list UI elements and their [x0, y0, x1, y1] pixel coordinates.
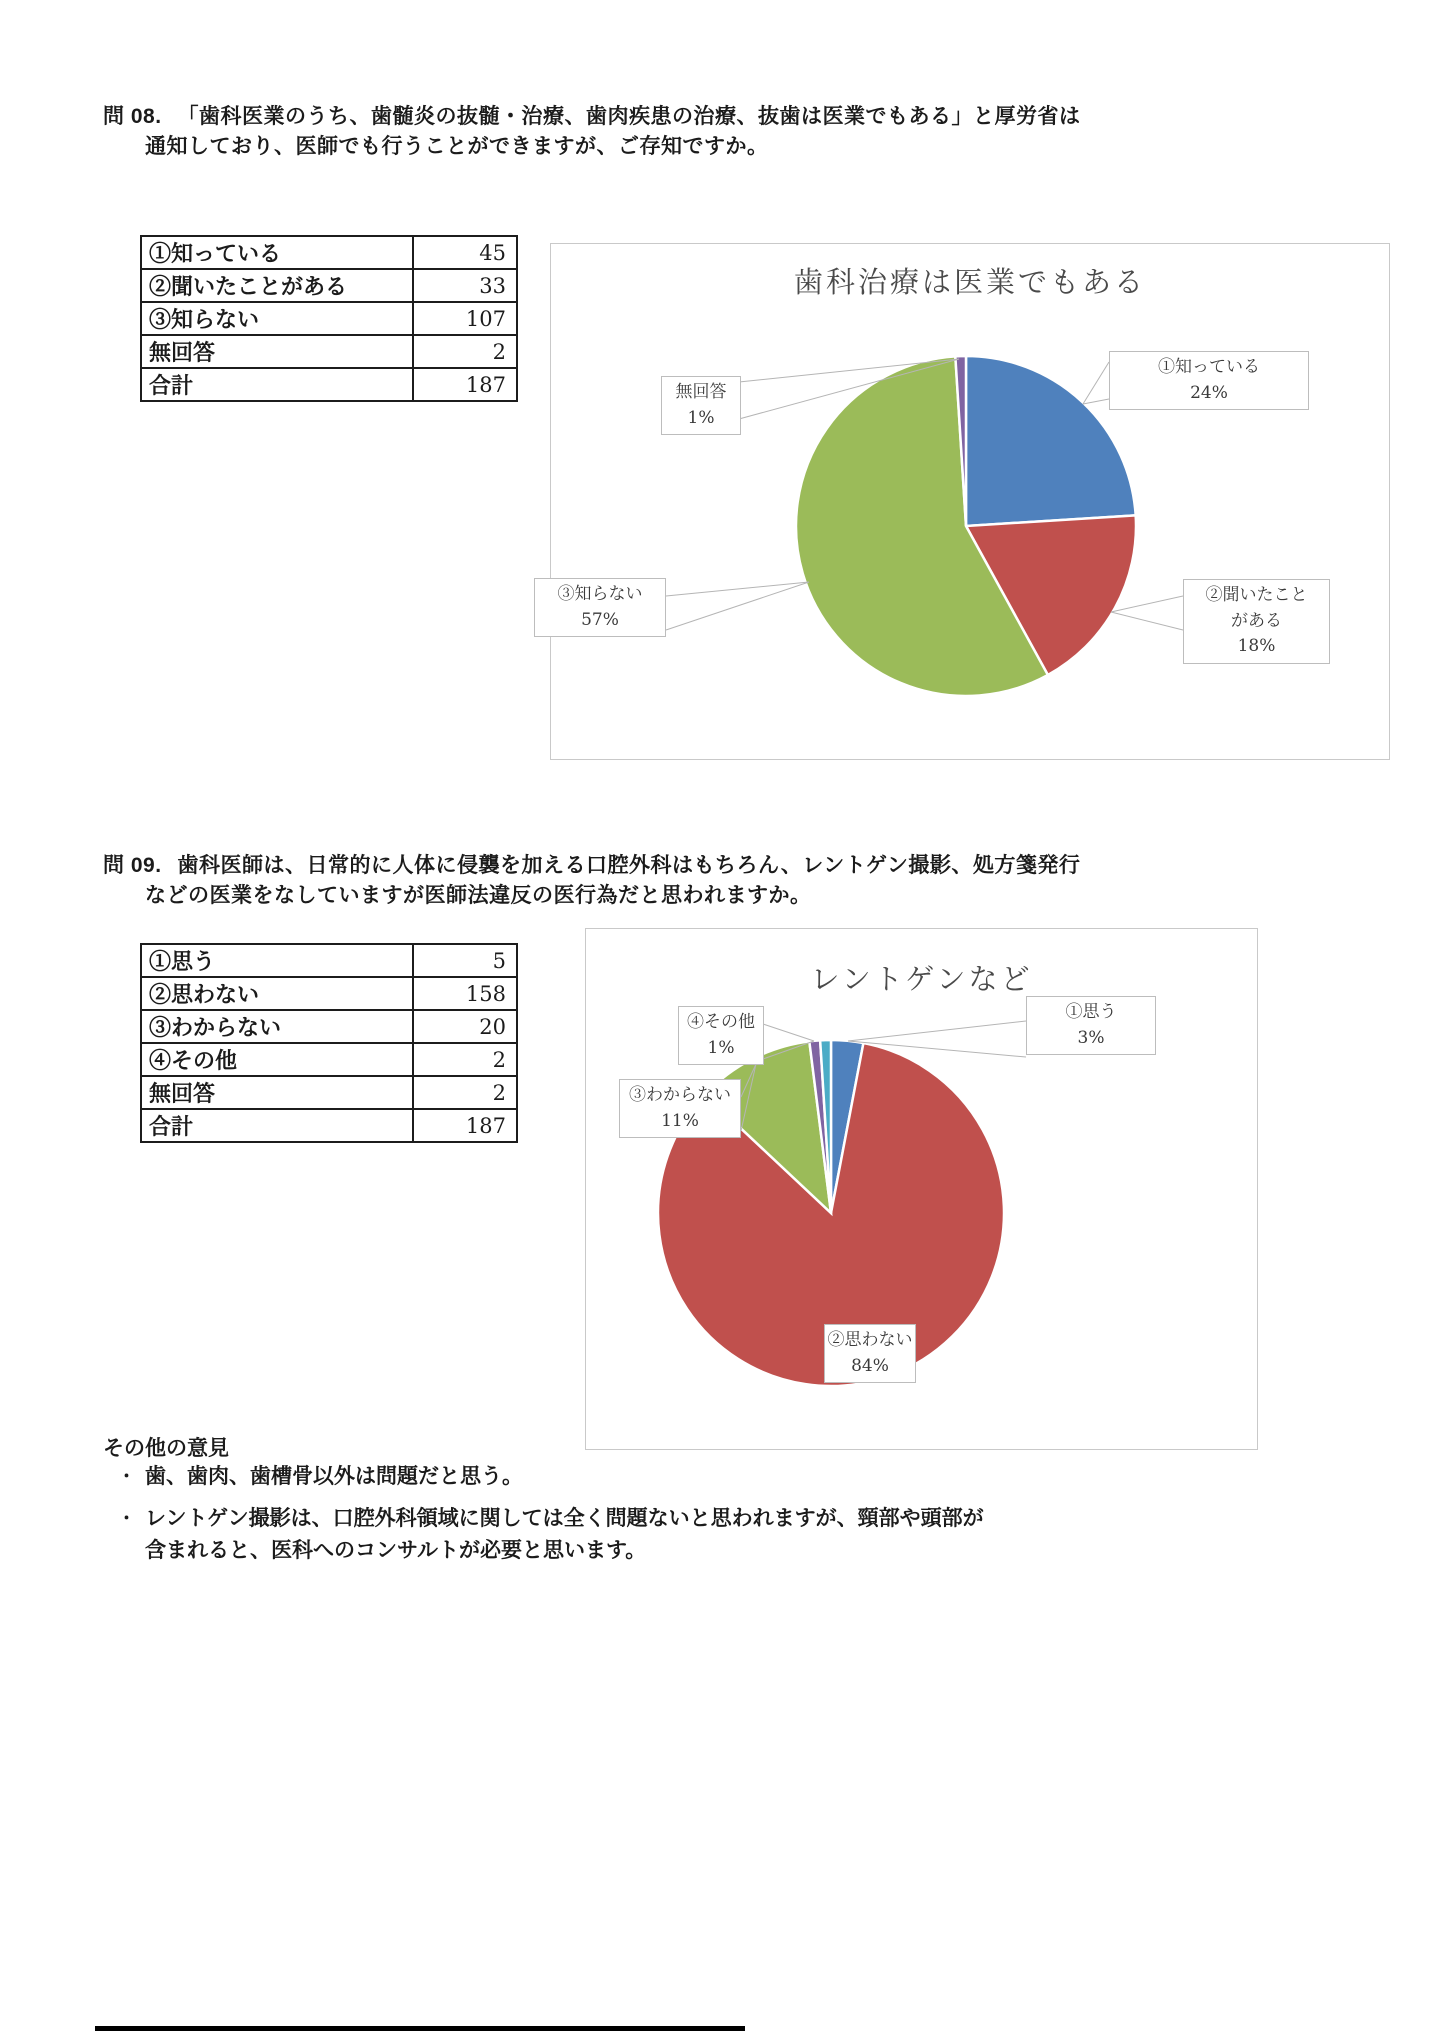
callout-percent: 1% [707, 1037, 735, 1058]
table-row [141, 1010, 517, 1043]
callout-label: ②思わない [827, 1330, 913, 1350]
callout-label: ①知っている [1158, 357, 1260, 377]
q08-number: 問 08. [103, 105, 162, 128]
answer-label: 合計 [141, 368, 413, 401]
q08-chart-frame [550, 243, 1390, 760]
table-row [141, 335, 517, 368]
callout-label: がある [1231, 610, 1282, 631]
bullet-icon: ・ [118, 1509, 135, 1528]
answer-count: 20 [413, 1010, 517, 1043]
answer-label: ①知っている [141, 236, 413, 269]
callout-mukaito [661, 376, 741, 435]
opinion-item-2-line1: レントゲン撮影は、口腔外科領域に関しては全く問題ないと思われますが、頸部や頭部が [145, 1507, 984, 1530]
answer-count: 187 [413, 1109, 517, 1142]
table-row [141, 1043, 517, 1076]
table-row [141, 977, 517, 1010]
q09-heading-line1 [103, 849, 1080, 879]
callout-shitteiru [1109, 351, 1309, 410]
table-row [141, 269, 517, 302]
leader-line [1083, 362, 1109, 404]
callout-label: 無回答 [675, 382, 727, 402]
callout-label: ②聞いたこと [1205, 585, 1308, 605]
table-row [141, 944, 517, 977]
callout-wakaranai [619, 1079, 741, 1138]
callout-kiita-koto [1183, 579, 1330, 664]
answer-count: 187 [413, 368, 517, 401]
answer-label: ②聞いたことがある [141, 269, 413, 302]
q08-text-line1: 「歯科医業のうち、歯髄炎の抜髄・治療、歯肉疾患の治療、抜歯は医業でもある」と厚労省は [177, 105, 1081, 128]
table-row [141, 1076, 517, 1109]
callout-percent: 1% [687, 407, 715, 428]
answer-count: 2 [413, 1043, 517, 1076]
other-opinions-heading: その他の意見 [103, 1437, 229, 1460]
answer-label: ①思う [141, 944, 413, 977]
callout-percent: 57% [581, 609, 619, 630]
callout-label: ③知らない [557, 584, 643, 604]
answer-label: 無回答 [141, 1076, 413, 1109]
answer-label: ③わからない [141, 1010, 413, 1043]
answer-label: ④その他 [141, 1043, 413, 1076]
leader-line [1111, 596, 1183, 612]
callout-sonota [678, 1006, 764, 1065]
answer-count: 33 [413, 269, 517, 302]
answer-label: 合計 [141, 1109, 413, 1142]
leader-line [848, 1021, 1026, 1041]
answer-count: 2 [413, 335, 517, 368]
answer-count: 5 [413, 944, 517, 977]
callout-omowanai [824, 1324, 916, 1383]
opinion-item-1: 歯、歯肉、歯槽骨以外は問題だと思う。 [145, 1465, 523, 1488]
table-row [141, 368, 517, 401]
answer-count: 2 [413, 1076, 517, 1109]
table-row [141, 302, 517, 335]
callout-percent: 84% [851, 1355, 889, 1376]
q08-pie-svg [551, 244, 1391, 761]
leader-line [1111, 612, 1183, 630]
bullet-icon: ・ [118, 1467, 135, 1486]
answer-label: ②思わない [141, 977, 413, 1010]
answer-count: 158 [413, 977, 517, 1010]
callout-percent: 18% [1237, 636, 1276, 656]
callout-label: ①思う [1065, 1002, 1117, 1022]
pie-slices-group [796, 356, 1136, 696]
q09-text-line1: 歯科医師は、日常的に人体に侵襲を加える口腔外科はもちろん、レントゲン撮影、処方箋発行 [177, 854, 1081, 877]
table-row [141, 1109, 517, 1142]
callout-percent: 3% [1077, 1027, 1105, 1048]
answer-count: 107 [413, 302, 517, 335]
q09-chart-title: レントゲンなど [810, 962, 1033, 996]
page-bottom-rule [95, 2026, 745, 2031]
q08-results-table [140, 235, 518, 402]
q08-heading-line1 [103, 100, 1081, 130]
q09-number: 問 09. [103, 854, 162, 877]
answer-label: ③知らない [141, 302, 413, 335]
leader-line [763, 1024, 814, 1041]
callout-label: ④その他 [687, 1012, 755, 1032]
answer-label: 無回答 [141, 335, 413, 368]
callout-percent: 24% [1190, 382, 1228, 403]
opinion-item-2-line2: 含まれると、医科へのコンサルトが必要と思います。 [145, 1539, 647, 1562]
callout-label: ③わからない [629, 1085, 731, 1105]
q08-text-line2: 通知しており、医師でも行うことができますが、ご存知ですか。 [145, 135, 769, 158]
leader-line [1083, 399, 1109, 404]
q09-text-line2: などの医業をなしていますが医師法違反の医行為だと思われますか。 [145, 884, 812, 907]
table-row [141, 236, 517, 269]
q09-chart-frame [585, 928, 1258, 1450]
q09-results-table [140, 943, 518, 1143]
callout-shiranai [534, 578, 666, 637]
q08-heading-line2 [145, 130, 769, 160]
callout-percent: 11% [661, 1110, 699, 1131]
callout-omou [1026, 996, 1156, 1055]
q08-chart-title: 歯科治療は医業でもある [793, 265, 1146, 299]
answer-count: 45 [413, 236, 517, 269]
q09-heading-line2 [145, 879, 812, 909]
